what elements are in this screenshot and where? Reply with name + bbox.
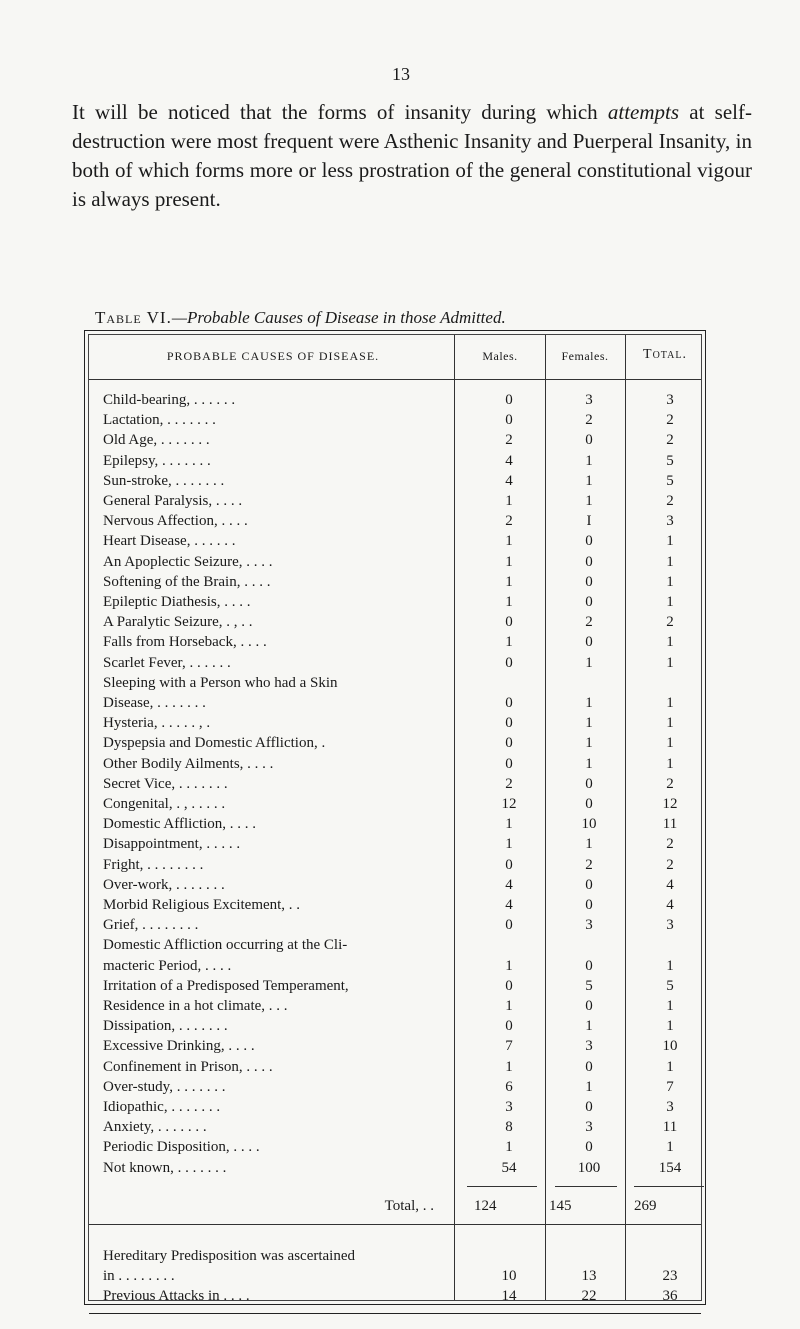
males-cell: 0 xyxy=(505,654,513,671)
males-cell: 1 xyxy=(505,957,513,974)
table-row xyxy=(89,451,701,471)
table-row xyxy=(89,1057,701,1077)
males-cell: 4 xyxy=(505,897,513,913)
cause-label: Other Bodily Ailments, . . . . xyxy=(103,755,274,772)
total-cell: 2 xyxy=(666,493,674,509)
table-row xyxy=(89,592,701,612)
females-cell: 5 xyxy=(585,977,593,994)
total-cell: 1 xyxy=(666,1018,674,1035)
table-row xyxy=(89,430,701,450)
header-causes: PROBABLE CAUSES OF DISEASE. xyxy=(166,349,380,363)
total-cell: 5 xyxy=(666,472,674,489)
page-number: 13 xyxy=(392,64,410,84)
table-row xyxy=(89,693,701,713)
females-cell: 1 xyxy=(585,755,593,772)
males-cell: 54 xyxy=(501,1159,517,1176)
males-cell: 0 xyxy=(505,856,513,873)
males-cell: 0 xyxy=(505,977,513,994)
females-cell: 1 xyxy=(585,654,593,671)
cause-label: Excessive Drinking, . . . . xyxy=(103,1038,255,1055)
total-rule xyxy=(467,1186,537,1187)
table-row xyxy=(89,552,701,572)
males-cell: 0 xyxy=(505,614,513,631)
table-row xyxy=(89,855,701,875)
total-cell: 1 xyxy=(666,573,674,590)
total-cell: 1 xyxy=(666,695,674,711)
intro-text-1: It will be noticed that the forms of insanity during which xyxy=(72,100,608,124)
grand-total: 269 xyxy=(634,1197,657,1214)
cause-label: Disappointment, . . . . . xyxy=(103,836,241,853)
cause-label: Lactation, . . . . . . . xyxy=(103,412,216,429)
table-row xyxy=(89,531,701,551)
cause-label: Epilepsy, . . . . . . . xyxy=(103,452,211,469)
total-cell: 1 xyxy=(666,1139,674,1156)
total-cell: 2 xyxy=(666,775,674,792)
bottom-rule xyxy=(89,1313,701,1314)
females-cell: 22 xyxy=(581,1288,597,1305)
cause-label: Falls from Horseback, . . . . xyxy=(103,634,267,651)
table-caption xyxy=(95,308,775,328)
table-row xyxy=(89,774,701,794)
cause-label: Grief, . . . . . . . . xyxy=(103,917,199,934)
females-cell: 0 xyxy=(585,897,593,913)
males-cell: 0 xyxy=(505,735,513,752)
cause-label: General Paralysis, . . . . xyxy=(103,493,243,509)
table-row xyxy=(89,471,701,491)
females-cell: 1 xyxy=(585,836,593,853)
cause-label: Hysteria, . . . . . , . xyxy=(103,715,211,732)
table-row xyxy=(89,794,701,814)
cause-label-line1: Domestic Affliction occurring at the Cli- xyxy=(103,937,348,954)
cause-label: Over-study, . . . . . . . xyxy=(103,1078,226,1095)
table-row xyxy=(89,976,701,996)
total-cell: 1 xyxy=(666,755,674,772)
cause-label: in . . . . . . . . xyxy=(103,1268,175,1285)
intro-emphasis: attempts xyxy=(607,100,680,124)
table-row xyxy=(89,1036,701,1056)
males-cell: 8 xyxy=(505,1119,513,1136)
total-cell: 1 xyxy=(666,654,674,671)
total-cell: 1 xyxy=(666,735,674,752)
cause-label-line1: Sleeping with a Person who had a Skin xyxy=(103,674,338,691)
total-cell: 12 xyxy=(662,796,678,812)
cause-label: An Apoplectic Seizure, . . . . xyxy=(103,553,273,570)
cause-label: Dyspepsia and Domestic Affliction, . xyxy=(103,735,326,752)
males-cell: 2 xyxy=(505,432,513,449)
table-row xyxy=(89,572,701,592)
females-cell: 0 xyxy=(585,573,593,590)
table-row xyxy=(89,632,701,652)
males-cell: 1 xyxy=(505,836,513,853)
females-cell: 0 xyxy=(585,775,593,792)
cause-label: Congenital, . , . . . . . xyxy=(103,796,226,812)
cause-label: Softening of the Brain, . . . . xyxy=(103,573,271,590)
females-total: 145 xyxy=(549,1197,572,1214)
table-title: —Probable Causes of Disease in those Admitted. xyxy=(171,308,506,327)
cause-label: Scarlet Fever, . . . . . . xyxy=(103,654,231,671)
header-females: Females. xyxy=(561,349,609,363)
total-cell: 1 xyxy=(666,957,674,974)
males-cell: 10 xyxy=(501,1268,517,1285)
females-cell: 13 xyxy=(581,1268,597,1285)
males-cell: 2 xyxy=(505,513,513,530)
total-label: Total, . . xyxy=(384,1197,434,1214)
total-cell: 4 xyxy=(666,897,674,913)
males-cell: 3 xyxy=(505,1099,513,1115)
females-cell: 100 xyxy=(577,1159,601,1176)
total-cell: 5 xyxy=(666,977,674,994)
table-row xyxy=(89,1097,701,1117)
cause-label: Domestic Affliction, . . . . xyxy=(103,816,257,833)
total-rule xyxy=(634,1186,704,1187)
table-row xyxy=(89,511,701,531)
females-cell: 3 xyxy=(585,392,593,408)
table-row xyxy=(89,1016,701,1036)
cause-label: A Paralytic Seizure, . , . . xyxy=(103,614,253,631)
males-cell: 0 xyxy=(505,755,513,772)
total-cell: 2 xyxy=(666,412,674,429)
females-cell: 2 xyxy=(585,856,593,873)
total-cell: 1 xyxy=(666,553,674,570)
table-row xyxy=(89,1158,701,1178)
table-row xyxy=(89,996,701,1016)
cause-label: Sun-stroke, . . . . . . . xyxy=(103,472,225,489)
males-cell: 1 xyxy=(505,533,513,550)
table-row xyxy=(89,814,701,834)
cause-label: Periodic Disposition, . . . . xyxy=(103,1139,260,1156)
cause-label: Irritation of a Predisposed Temperament, xyxy=(103,977,349,994)
cause-label: Previous Attacks in . . . . xyxy=(103,1288,250,1305)
males-cell: 1 xyxy=(505,493,513,509)
cause-label-line1: Hereditary Predisposition was ascertained xyxy=(103,1248,356,1264)
females-cell: 1 xyxy=(585,1078,593,1095)
females-cell: 1 xyxy=(585,472,593,489)
females-cell: 2 xyxy=(585,614,593,631)
total-cell: 1 xyxy=(666,634,674,651)
males-cell: 1 xyxy=(505,1058,513,1075)
males-cell: 1 xyxy=(505,594,513,610)
cause-label: Disease, . . . . . . . xyxy=(103,695,206,711)
total-cell: 36 xyxy=(662,1288,678,1305)
table-row xyxy=(89,754,701,774)
header-males: Males. xyxy=(482,349,518,363)
males-cell: 1 xyxy=(505,634,513,651)
females-cell: 0 xyxy=(585,432,593,449)
males-cell: 1 xyxy=(505,1139,513,1156)
total-cell: 7 xyxy=(666,1078,674,1095)
total-cell: 2 xyxy=(666,614,674,631)
total-cell: 3 xyxy=(666,513,674,530)
females-cell: 1 xyxy=(585,735,593,752)
intro-text-2: at self-destruction were most frequent were Asthenic Insanity and Puerperal Insanity, in both of which forms more or less prostration of the general constitutional vigour is always present. xyxy=(72,100,752,211)
causes-table xyxy=(84,330,706,1305)
table-row xyxy=(89,1077,701,1097)
header-total: Total. xyxy=(643,347,687,362)
total-cell: 11 xyxy=(662,1119,678,1136)
males-cell: 0 xyxy=(505,917,513,934)
cause-label: Epileptic Diathesis, . . . . xyxy=(103,594,251,610)
total-cell: 3 xyxy=(666,392,674,408)
males-cell: 4 xyxy=(505,452,513,469)
table-row xyxy=(89,491,701,511)
females-cell: 1 xyxy=(585,695,593,711)
total-cell: 3 xyxy=(666,1099,674,1115)
total-cell: 1 xyxy=(666,594,674,610)
females-cell: 10 xyxy=(581,816,597,833)
total-rule xyxy=(555,1186,617,1187)
table-tag: Table VI. xyxy=(95,308,172,327)
males-cell: 1 xyxy=(505,998,513,1014)
females-cell: 1 xyxy=(585,715,593,732)
females-cell: 0 xyxy=(585,1099,593,1115)
males-cell: 2 xyxy=(505,775,513,792)
females-cell: 0 xyxy=(585,1058,593,1075)
females-cell: 1 xyxy=(585,1018,593,1035)
section-rule xyxy=(89,1224,701,1225)
females-cell: 2 xyxy=(585,412,593,429)
males-cell: 1 xyxy=(505,816,513,833)
females-cell: 0 xyxy=(585,1139,593,1156)
males-cell: 4 xyxy=(505,472,513,489)
cause-label: Nervous Affection, . . . . xyxy=(103,513,248,530)
males-cell: 6 xyxy=(505,1078,513,1095)
total-cell: 2 xyxy=(666,856,674,873)
cause-label: Over-work, . . . . . . . xyxy=(103,876,225,893)
females-cell: 3 xyxy=(585,917,593,934)
table-row xyxy=(89,390,701,410)
total-cell: 5 xyxy=(666,452,674,469)
total-cell: 11 xyxy=(662,816,678,833)
total-cell: 1 xyxy=(666,715,674,732)
males-cell: 0 xyxy=(505,392,513,408)
header-rule xyxy=(89,379,701,380)
table-row xyxy=(89,915,701,935)
total-cell: 1 xyxy=(666,1058,674,1075)
table-row xyxy=(89,1286,701,1306)
males-cell: 0 xyxy=(505,715,513,732)
females-cell: 0 xyxy=(585,876,593,893)
males-cell: 1 xyxy=(505,573,513,590)
total-cell: 3 xyxy=(666,917,674,934)
cause-label: Fright, . . . . . . . . xyxy=(103,856,204,873)
cause-label: Heart Disease, . . . . . . xyxy=(103,533,236,550)
table-row xyxy=(89,410,701,430)
total-cell: 2 xyxy=(666,836,674,853)
table-row xyxy=(89,733,701,753)
females-cell: 0 xyxy=(585,553,593,570)
males-cell: 0 xyxy=(505,1018,513,1035)
cause-label: Secret Vice, . . . . . . . xyxy=(103,775,228,792)
females-cell: I xyxy=(586,513,592,530)
cause-label: Anxiety, . . . . . . . xyxy=(103,1119,207,1136)
total-cell: 4 xyxy=(666,876,674,893)
table-row xyxy=(89,1266,701,1286)
males-cell: 7 xyxy=(505,1038,513,1055)
table-row xyxy=(89,875,701,895)
males-cell: 14 xyxy=(501,1288,517,1305)
females-cell: 0 xyxy=(585,533,593,550)
table-row xyxy=(89,1117,701,1137)
table-row xyxy=(89,1137,701,1157)
males-cell: 4 xyxy=(505,876,513,893)
cause-label: Child-bearing, . . . . . . xyxy=(103,392,236,408)
females-cell: 1 xyxy=(585,452,593,469)
total-cell: 1 xyxy=(666,998,674,1014)
total-cell: 10 xyxy=(662,1038,678,1055)
table-row xyxy=(89,653,701,673)
cause-label: Morbid Religious Excitement, . . xyxy=(103,897,301,913)
total-cell: 23 xyxy=(662,1268,678,1285)
table-row xyxy=(89,956,701,976)
cause-label: Residence in a hot climate, . . . xyxy=(103,998,288,1014)
total-cell: 1 xyxy=(666,533,674,550)
table-row xyxy=(89,834,701,854)
males-cell: 1 xyxy=(505,553,513,570)
cause-label: macteric Period, . . . . xyxy=(103,957,232,974)
females-cell: 0 xyxy=(585,957,593,974)
table-row xyxy=(89,713,701,733)
cause-label: Old Age, . . . . . . . xyxy=(103,432,210,449)
table-row xyxy=(89,895,701,915)
females-cell: 0 xyxy=(585,594,593,610)
females-cell: 0 xyxy=(585,796,593,812)
males-total: 124 xyxy=(474,1197,497,1214)
total-cell: 2 xyxy=(666,432,674,449)
females-cell: 3 xyxy=(585,1119,593,1136)
cause-label: Not known, . . . . . . . xyxy=(103,1159,227,1176)
males-cell: 0 xyxy=(505,412,513,429)
females-cell: 0 xyxy=(585,998,593,1014)
intro-paragraph xyxy=(72,98,752,214)
females-cell: 1 xyxy=(585,493,593,509)
females-cell: 3 xyxy=(585,1038,593,1055)
cause-label: Confinement in Prison, . . . . xyxy=(103,1058,273,1075)
males-cell: 0 xyxy=(505,695,513,711)
table-row xyxy=(89,612,701,632)
cause-label: Idiopathic, . . . . . . . xyxy=(103,1099,221,1115)
males-cell: 12 xyxy=(501,796,517,812)
total-cell: 154 xyxy=(658,1159,682,1176)
females-cell: 0 xyxy=(585,634,593,651)
cause-label: Dissipation, . . . . . . . xyxy=(103,1018,228,1035)
